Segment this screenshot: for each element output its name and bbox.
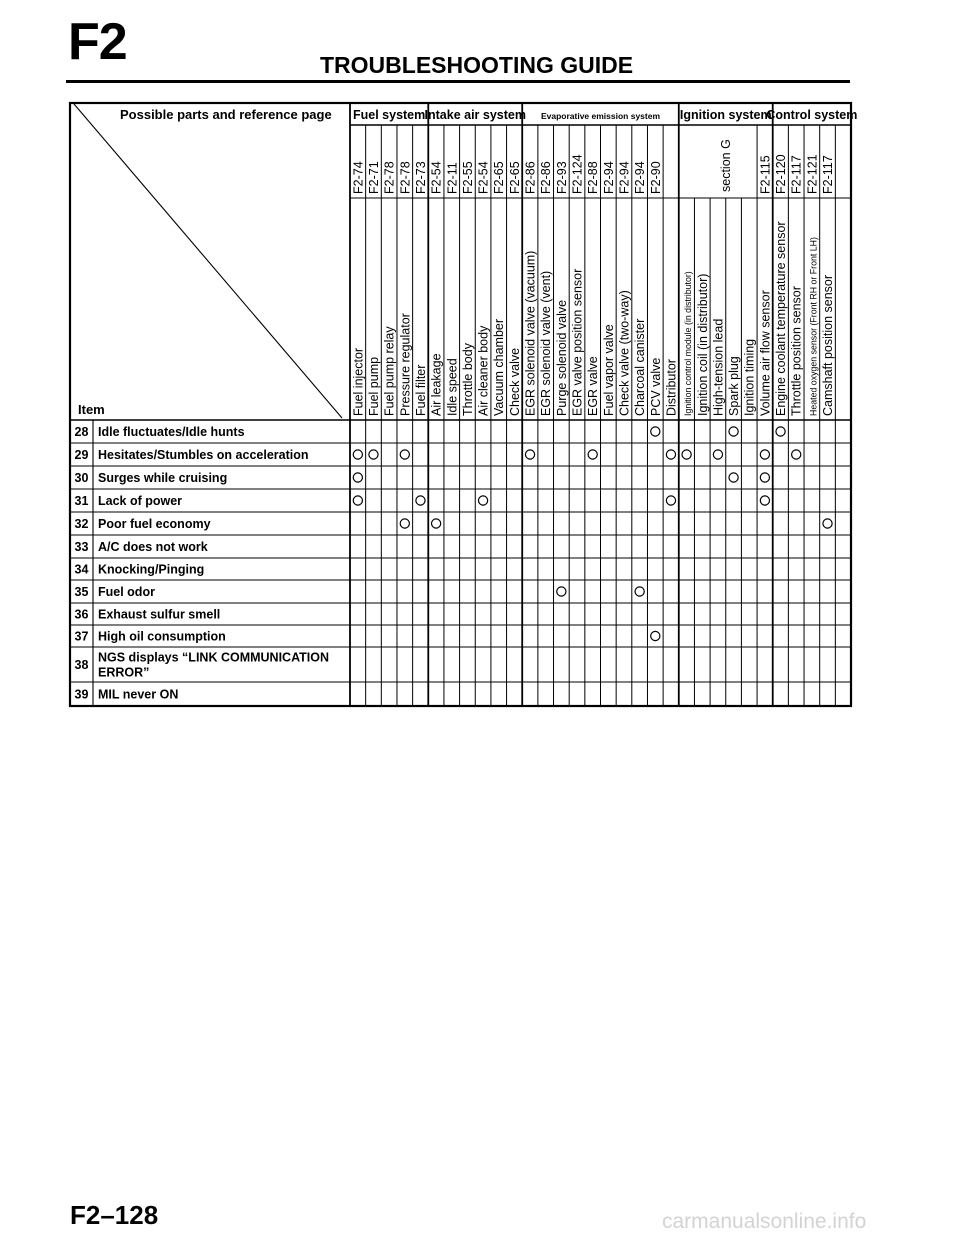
part-name-label: Ignition control module (in distributor)	[683, 271, 694, 416]
group-header-1: Intake air system	[424, 108, 526, 122]
possible-part-mark	[353, 496, 362, 505]
possible-part-mark	[588, 450, 597, 459]
possible-part-mark	[369, 450, 378, 459]
part-name-label: Engine coolant temperature sensor	[774, 221, 789, 416]
item-label: Idle fluctuates/Idle hunts	[98, 425, 245, 439]
part-name-label: Air leakage	[429, 353, 444, 416]
item-number: 39	[74, 687, 89, 702]
part-name-label: Distributor	[664, 359, 679, 416]
possible-part-mark	[760, 450, 769, 459]
possible-part-mark	[416, 496, 425, 505]
item-label: Poor fuel economy	[98, 517, 211, 531]
item-number: 32	[74, 517, 89, 531]
possible-part-mark	[666, 496, 675, 505]
possible-part-mark	[682, 450, 691, 459]
page-title: TROUBLESHOOTING GUIDE	[320, 52, 634, 78]
part-name-label: High-tension lead	[711, 318, 726, 416]
corner-item-label: Item	[78, 402, 105, 417]
part-name-label: Air cleaner body	[476, 325, 491, 416]
possible-part-mark	[557, 587, 566, 596]
ref-page-label: F2-86	[523, 161, 538, 194]
ref-page-label: F2-71	[366, 161, 381, 194]
item-label: NGS displays “LINK COMMUNICATION	[98, 650, 330, 665]
group-header-2: Evaporative emission system	[540, 111, 661, 121]
ref-page-label: F2-124	[570, 154, 585, 194]
part-name-label: Check valve (two-way)	[617, 290, 632, 416]
part-name-label: Fuel filter	[413, 364, 428, 416]
possible-part-mark	[635, 587, 644, 596]
part-name-label: Check valve	[507, 347, 522, 416]
item-number: 35	[74, 585, 89, 599]
ref-page-label: F2-55	[460, 161, 475, 194]
ref-page-label: F2-73	[413, 161, 428, 194]
part-name-label: Throttle position sensor	[789, 286, 804, 416]
corner-parts-label: Possible parts and reference page	[120, 107, 332, 122]
item-label: ERROR”	[98, 665, 150, 680]
item-label: Knocking/Pinging	[98, 562, 205, 577]
part-name-label: Vacuum chamber	[492, 318, 507, 416]
part-name-label: Spark plug	[727, 356, 742, 416]
corner-diagonal	[74, 104, 342, 418]
part-name-label: Idle speed	[445, 358, 460, 416]
item-number: 36	[74, 607, 89, 622]
group-header-3: Ignition system	[679, 108, 772, 122]
part-name-label: Throttle body	[460, 343, 475, 416]
possible-part-mark	[792, 450, 801, 459]
ref-page-label: F2-93	[554, 161, 569, 194]
item-label: MIL never ON	[98, 687, 179, 702]
part-name-label: Fuel pump	[366, 356, 381, 416]
ref-page-label: F2-65	[507, 161, 522, 194]
ref-page-label: F2-121	[805, 154, 820, 194]
ref-page-label: F2-120	[774, 154, 789, 194]
watermark: carmanualsonline.info	[662, 1210, 867, 1233]
possible-part-mark	[666, 450, 675, 459]
ref-page-label: F2-78	[382, 161, 397, 194]
ref-page-label: F2-65	[492, 161, 507, 194]
ref-page-label: F2-78	[398, 161, 413, 194]
ref-page-label: F2-54	[476, 161, 491, 194]
possible-part-mark	[729, 427, 738, 436]
possible-part-mark	[432, 519, 441, 528]
item-label: High oil consumption	[98, 629, 226, 644]
part-name-label: EGR valve	[586, 356, 601, 416]
ignition-reference-label: section G	[718, 139, 733, 192]
item-label: Lack of power	[98, 494, 183, 508]
part-name-label: EGR solenoid valve (vent)	[539, 270, 554, 416]
possible-part-mark	[651, 631, 660, 640]
ref-page-label: F2-88	[586, 161, 601, 194]
possible-part-mark	[729, 473, 738, 482]
ref-page-label: F2-54	[429, 161, 444, 194]
ref-page-label: F2-94	[617, 161, 632, 194]
part-name-label: Fuel injector	[351, 347, 366, 416]
ref-page-label: F2-94	[633, 161, 648, 194]
part-name-label: Charcoal canister	[633, 318, 648, 416]
item-number: 37	[74, 629, 89, 644]
ref-page-label: F2-117	[789, 155, 804, 194]
part-name-label: Camshaft position sensor	[821, 274, 836, 416]
part-name-label: EGR solenoid valve (vacuum)	[523, 250, 538, 416]
item-number: 38	[74, 658, 89, 672]
possible-part-mark	[353, 450, 362, 459]
page-number: F2–128	[70, 1200, 159, 1230]
possible-part-mark	[525, 450, 534, 459]
group-header-0: Fuel system	[353, 108, 426, 122]
ref-page-label: F2-74	[351, 161, 366, 194]
possible-part-mark	[776, 427, 785, 436]
possible-part-mark	[478, 496, 487, 505]
part-name-label: Fuel pump relay	[382, 326, 397, 416]
ref-page-label: F2-115	[758, 155, 773, 194]
group-header-4: Control system	[766, 108, 858, 122]
item-label: Surges while cruising	[98, 471, 228, 485]
possible-part-mark	[400, 450, 409, 459]
part-name-label: Volume air flow sensor	[758, 290, 773, 416]
item-number: 33	[74, 540, 89, 554]
item-number: 28	[74, 425, 89, 439]
item-label: Exhaust sulfur smell	[98, 607, 221, 622]
item-label: Hesitates/Stumbles on acceleration	[98, 448, 309, 462]
item-number: 34	[74, 562, 89, 577]
possible-part-mark	[353, 473, 362, 482]
ref-page-label: F2-117	[821, 155, 836, 194]
item-label: A/C does not work	[98, 540, 208, 554]
ref-page-label: F2-11	[445, 162, 460, 194]
part-name-label: Pressure regulator	[398, 313, 413, 416]
possible-part-mark	[823, 519, 832, 528]
part-name-label: Purge solenoid valve	[554, 299, 569, 416]
ref-page-label: F2-86	[539, 161, 554, 194]
possible-part-mark	[713, 450, 722, 459]
possible-part-mark	[400, 519, 409, 528]
item-number: 30	[74, 471, 89, 485]
possible-part-mark	[651, 427, 660, 436]
possible-part-mark	[760, 473, 769, 482]
part-name-label: EGR valve position sensor	[570, 268, 585, 416]
item-number: 29	[74, 448, 89, 462]
item-label: Fuel odor	[98, 585, 155, 599]
part-name-label: Heated oxygen sensor (Front RH or Front LH)	[808, 237, 819, 416]
section-code: F2	[68, 13, 127, 71]
part-name-label: Ignition coil (in distributor)	[695, 273, 710, 416]
possible-part-mark	[760, 496, 769, 505]
part-name-label: Fuel vapor valve	[601, 324, 616, 416]
ref-page-label: F2-94	[601, 161, 616, 194]
ref-page-label: F2-90	[648, 161, 663, 194]
item-number: 31	[74, 494, 89, 508]
part-name-label: PCV valve	[648, 357, 663, 416]
part-name-label: Ignition timing	[742, 338, 757, 416]
